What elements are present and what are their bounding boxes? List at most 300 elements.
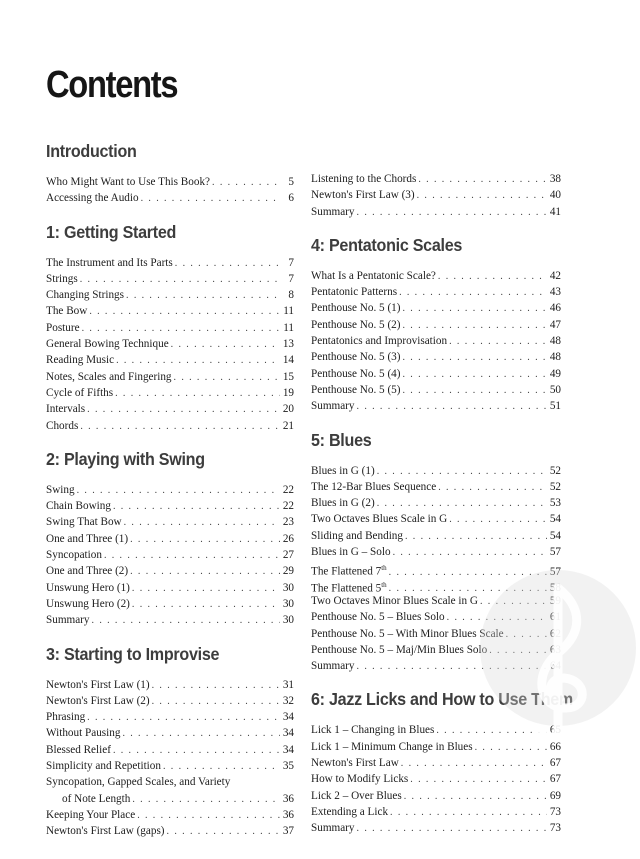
page-number: 52	[549, 464, 561, 477]
toc-entry[interactable]	[46, 580, 294, 596]
page-number: 54	[549, 529, 561, 542]
toc-section-4-pentatonic-scales	[311, 234, 561, 415]
toc-entry[interactable]	[46, 482, 294, 498]
toc-entry[interactable]	[46, 401, 294, 417]
toc-section-6-jazz-licks-and-how-to-use-them	[311, 688, 573, 836]
entry-title	[311, 528, 403, 544]
toc-entry[interactable]	[46, 336, 294, 352]
entry-title-text: How to Modify Licks	[311, 773, 409, 786]
page-number: 26	[282, 532, 294, 545]
entry-title	[46, 725, 120, 741]
entry-title-text: Summary	[311, 660, 355, 673]
toc-section-introduction	[46, 140, 294, 207]
page-number: 29	[282, 565, 294, 578]
entry-title	[311, 771, 408, 787]
entry-title	[311, 626, 504, 642]
page-number: 13	[282, 338, 294, 351]
page-number: 19	[282, 386, 294, 399]
entry-title-text: Blues in G (1)	[311, 464, 375, 477]
entry-title	[311, 511, 447, 527]
entry-title-text: Two Octaves Blues Scale in G	[311, 513, 448, 526]
page-number: 27	[282, 549, 294, 562]
page-number: 11	[283, 305, 294, 318]
toc-entry-list	[46, 174, 294, 207]
entry-title-text: Penthouse No. 5 (1)	[311, 302, 401, 315]
page-number: 61	[549, 611, 561, 624]
dot-leader	[401, 367, 548, 383]
toc-entry[interactable]	[46, 369, 294, 385]
entry-title-text: Penthouse No. 5 (2)	[311, 318, 401, 331]
page-number: 30	[282, 581, 294, 594]
entry-title	[46, 255, 173, 271]
dot-leader	[130, 792, 280, 808]
toc-entry[interactable]	[311, 755, 561, 771]
toc-entry[interactable]	[311, 268, 561, 284]
entry-title	[311, 804, 388, 820]
page-number: 34	[282, 743, 294, 756]
section-heading: 3: Starting to Improvise	[46, 643, 220, 664]
toc-entry[interactable]	[46, 774, 294, 790]
entry-title-text: Strings	[46, 272, 78, 285]
dot-leader	[75, 483, 280, 499]
entry-title-text: Lick 2 – Over Blues	[311, 789, 402, 802]
entry-title-text: Newton's First Law (2)	[46, 694, 150, 707]
page-number: 48	[549, 351, 561, 364]
dot-leader	[78, 419, 280, 435]
toc-entry[interactable]	[311, 626, 561, 642]
entry-title	[46, 369, 172, 385]
dot-leader	[210, 175, 280, 191]
entry-title-text: Posture	[46, 321, 80, 334]
entry-title	[46, 758, 161, 774]
toc-entry-list	[46, 677, 294, 840]
entry-title-text: Swing	[46, 483, 75, 496]
dot-leader	[128, 532, 280, 548]
entry-title	[311, 171, 416, 187]
dot-leader	[408, 772, 547, 788]
entry-title	[311, 479, 436, 495]
entry-title	[311, 187, 415, 203]
entry-title	[46, 596, 130, 612]
entry-title-text: Chain Bowing	[46, 500, 111, 513]
toc-entry[interactable]	[311, 495, 561, 511]
toc-entry[interactable]	[311, 722, 561, 738]
section-heading: 1: Getting Started	[46, 221, 177, 242]
entry-title	[311, 788, 402, 804]
dot-leader	[124, 288, 280, 304]
page-number: 34	[282, 711, 294, 724]
toc-entry[interactable]	[311, 788, 561, 804]
dot-leader	[111, 499, 280, 515]
entry-title-text: Swing That Bow	[46, 516, 122, 529]
toc-entry[interactable]	[311, 463, 561, 479]
toc-entry[interactable]	[311, 187, 561, 203]
toc-entry[interactable]	[311, 528, 561, 544]
entry-title-text: Lick 1 – Minimum Change in Blues	[311, 740, 473, 753]
entry-title-text: Blues in G (2)	[311, 497, 375, 510]
entry-title	[311, 609, 445, 625]
entry-title	[311, 333, 447, 349]
toc-entry[interactable]	[46, 303, 294, 319]
toc-entry[interactable]	[46, 709, 294, 725]
entry-title	[46, 401, 85, 417]
toc-entry[interactable]	[311, 658, 561, 674]
toc-section-5-blues	[311, 429, 561, 675]
toc-entry[interactable]	[311, 642, 561, 658]
entry-title-text: Penthouse No. 5 – With Minor Blues Scale	[311, 627, 504, 640]
dot-leader	[478, 594, 547, 610]
dot-leader	[87, 304, 280, 320]
toc-entry[interactable]	[46, 807, 294, 823]
entry-title-text: The Flattened 5	[311, 582, 382, 595]
entry-title-text: Intervals	[46, 403, 86, 416]
dot-leader	[355, 821, 547, 837]
page-number: 69	[549, 789, 561, 802]
entry-title-text: Keeping Your Place	[46, 808, 136, 821]
dot-leader	[161, 759, 280, 775]
dot-leader	[416, 172, 547, 188]
toc-entry[interactable]	[311, 511, 561, 527]
page-number: 52	[549, 480, 561, 493]
page-number: 62	[549, 627, 561, 640]
entry-title	[46, 482, 75, 498]
entry-title	[311, 820, 355, 836]
page-number: 20	[282, 403, 294, 416]
dot-leader	[401, 350, 548, 366]
entry-title-text: The Flattened 7	[311, 566, 382, 579]
entry-title	[46, 498, 111, 514]
page-number: 49	[549, 367, 561, 380]
entry-title	[311, 204, 355, 220]
toc-section-3-starting-to-improvise	[46, 643, 294, 840]
entry-title	[46, 418, 78, 434]
dot-leader	[135, 808, 280, 824]
entry-title	[46, 287, 124, 303]
toc-entry[interactable]	[311, 593, 561, 609]
entry-title	[46, 320, 80, 336]
dot-leader	[401, 318, 548, 334]
page-number: 50	[549, 383, 561, 396]
dot-leader	[401, 383, 548, 399]
toc-entry[interactable]	[46, 255, 294, 271]
page-number: 5	[288, 176, 294, 188]
dot-leader	[403, 529, 547, 545]
entry-title	[311, 722, 434, 738]
dot-leader	[355, 659, 547, 675]
section-heading: 6: Jazz Licks and How to Use Them	[311, 689, 573, 710]
dot-leader	[120, 726, 280, 742]
entry-title-text: Blessed Relief	[46, 743, 111, 756]
entry-title-text: Summary	[311, 205, 355, 218]
dot-leader	[375, 464, 547, 480]
toc-entry[interactable]	[46, 547, 294, 563]
toc-entry[interactable]	[311, 560, 561, 579]
toc-section-continued	[311, 171, 561, 220]
entry-title-text: Summary	[46, 614, 90, 627]
page-number: 38	[549, 173, 561, 185]
entry-title	[311, 317, 401, 333]
toc-entry[interactable]	[311, 300, 561, 316]
toc-section-2-playing-with-swing	[46, 448, 294, 629]
dot-leader	[402, 789, 547, 805]
entry-title-text: The Bow	[46, 305, 88, 318]
page-number: 31	[282, 678, 294, 691]
toc-entry[interactable]	[311, 771, 561, 787]
page-number: 43	[549, 286, 561, 299]
page-number: 47	[549, 318, 561, 331]
dot-leader	[111, 743, 280, 759]
entry-title-text: Pentatonics and Improvisation	[311, 335, 448, 348]
toc-entry[interactable]	[46, 693, 294, 709]
entry-title-text: Unswung Hero (2)	[46, 597, 130, 610]
toc-entry[interactable]	[46, 174, 294, 190]
entry-title-text: Syncopation	[46, 549, 102, 562]
dot-leader	[113, 386, 280, 402]
entry-title-text: Penthouse No. 5 – Maj/Min Blues Solo	[311, 643, 488, 656]
entry-title-text: Changing Strings	[46, 289, 125, 302]
toc-entry[interactable]	[311, 804, 561, 820]
entry-title	[311, 349, 401, 365]
toc-entry[interactable]	[46, 190, 294, 206]
entry-title	[46, 547, 102, 563]
toc-section-1-getting-started	[46, 221, 294, 434]
entry-title	[311, 642, 487, 658]
dot-leader	[165, 824, 280, 840]
dot-leader	[473, 740, 547, 756]
toc-entry[interactable]	[311, 333, 561, 349]
page-number: 67	[549, 757, 561, 770]
toc-left-column	[46, 140, 294, 854]
section-heading: 4: Pentatonic Scales	[311, 234, 463, 255]
dot-leader	[169, 337, 280, 353]
entry-title-text: Listening to the Chords	[311, 173, 417, 185]
toc-entry[interactable]	[46, 418, 294, 434]
dot-leader	[504, 627, 547, 643]
dot-leader	[436, 480, 547, 496]
dot-leader	[375, 496, 547, 512]
dot-leader	[90, 613, 280, 629]
toc-entry[interactable]	[311, 382, 561, 398]
entry-title	[311, 284, 397, 300]
toc-entry[interactable]	[311, 398, 561, 414]
dot-leader	[397, 285, 547, 301]
entry-title	[311, 463, 375, 479]
entry-title	[311, 544, 391, 560]
entry-title-text: Cycle of Fifths	[46, 386, 114, 399]
toc-entry[interactable]	[46, 612, 294, 628]
toc-entry[interactable]	[46, 742, 294, 758]
entry-title-text: One and Three (2)	[46, 565, 129, 578]
toc-entry[interactable]	[311, 317, 561, 333]
page-number: 21	[282, 419, 294, 432]
page-number: 46	[549, 302, 561, 315]
page-number: 42	[549, 269, 561, 282]
page-number: 73	[549, 822, 561, 835]
entry-title-text: Penthouse No. 5 – Blues Solo	[311, 611, 445, 624]
dot-leader	[399, 756, 547, 772]
toc-entry[interactable]	[46, 725, 294, 741]
dot-leader	[415, 188, 547, 204]
dot-leader	[391, 545, 547, 561]
page-number: 14	[282, 354, 294, 367]
entry-title	[46, 612, 90, 628]
page-number: 40	[549, 189, 561, 202]
section-heading: 5: Blues	[311, 429, 372, 450]
page-number: 48	[549, 335, 561, 348]
toc-entry[interactable]	[46, 596, 294, 612]
toc-entry[interactable]	[46, 271, 294, 287]
toc-entry[interactable]	[311, 739, 561, 755]
page-number: 7	[288, 256, 294, 269]
entry-title	[311, 495, 375, 511]
page-number: 22	[282, 500, 294, 513]
entry-title	[46, 336, 169, 352]
page-number: 22	[282, 483, 294, 496]
toc-entry[interactable]	[311, 284, 561, 300]
dot-leader	[434, 723, 547, 739]
toc-entry-list	[46, 482, 294, 629]
dot-leader	[150, 678, 280, 694]
entry-title	[46, 709, 85, 725]
toc-entry[interactable]	[311, 820, 561, 836]
dot-leader	[130, 597, 280, 613]
toc-entry[interactable]	[46, 287, 294, 303]
entry-title	[311, 268, 436, 284]
entry-title	[311, 366, 401, 382]
dot-leader	[445, 610, 547, 626]
dot-leader	[130, 581, 280, 597]
page-number: 15	[282, 370, 294, 383]
entry-title-text: Pentatonic Patterns	[311, 286, 398, 299]
dot-leader	[114, 353, 280, 369]
page-number: 30	[282, 597, 294, 610]
page-number: 51	[549, 400, 561, 413]
page-number: 67	[549, 773, 561, 786]
entry-title-text: Reading Music	[46, 354, 115, 367]
dot-leader	[122, 515, 280, 531]
toc-entry[interactable]	[46, 677, 294, 693]
page-number: 11	[283, 321, 294, 334]
entry-title-text: Penthouse No. 5 (5)	[311, 383, 401, 396]
toc-entry[interactable]	[311, 479, 561, 495]
page-number: 6	[288, 192, 294, 205]
entry-title-text: Phrasing	[46, 711, 86, 724]
dot-leader	[355, 205, 547, 221]
entry-title-text: General Bowing Technique	[46, 338, 169, 351]
page-number: 35	[282, 760, 294, 773]
toc-entry[interactable]	[311, 349, 561, 365]
entry-title-text: Sliding and Bending	[311, 529, 403, 542]
toc-entry[interactable]	[311, 204, 561, 220]
entry-title-text: Newton's First Law (3)	[311, 189, 415, 202]
toc-entry[interactable]	[46, 514, 294, 530]
entry-title	[311, 398, 355, 414]
entry-title-text: Who Might Want to Use This Book?	[46, 176, 211, 188]
dot-leader	[85, 710, 280, 726]
page-number: 7	[288, 272, 294, 285]
page-number: 30	[282, 614, 294, 627]
entry-title	[46, 693, 150, 709]
dot-leader	[150, 694, 280, 710]
entry-title	[311, 739, 473, 755]
page-number: 57	[549, 566, 561, 579]
entry-title-text: Syncopation, Gapped Scales, and Variety	[46, 776, 231, 789]
entry-title-text: of Note Length	[62, 792, 131, 805]
page-number: 37	[282, 825, 294, 838]
dot-leader	[80, 321, 280, 337]
dot-leader	[85, 402, 280, 418]
toc-entry[interactable]	[46, 531, 294, 547]
entry-title	[311, 658, 355, 674]
entry-title-text: Penthouse No. 5 (3)	[311, 351, 401, 364]
entry-title-text: Lick 1 – Changing in Blues	[311, 724, 435, 737]
entry-title	[46, 823, 165, 839]
dot-leader	[355, 399, 547, 415]
entry-title	[46, 774, 230, 790]
toc-entry[interactable]	[46, 758, 294, 774]
entry-title	[62, 791, 130, 807]
toc-entry[interactable]	[46, 320, 294, 336]
toc-right-column	[311, 171, 573, 851]
entry-title-text: The 12-Bar Blues Sequence	[311, 480, 437, 493]
toc-entry[interactable]	[311, 609, 561, 625]
dot-leader	[128, 564, 280, 580]
dot-leader	[436, 269, 547, 285]
toc-entry-list	[311, 722, 561, 836]
dot-leader	[447, 512, 547, 528]
toc-entry[interactable]	[46, 823, 294, 839]
dot-leader	[173, 256, 280, 272]
entry-title-text: Without Pausing	[46, 727, 121, 740]
page-number: 54	[549, 513, 561, 526]
entry-title	[311, 382, 401, 398]
toc-entry[interactable]	[46, 352, 294, 368]
toc-entry[interactable]	[46, 791, 294, 807]
toc-entry[interactable]	[311, 171, 561, 187]
dot-leader	[387, 565, 547, 581]
entry-title	[311, 300, 401, 316]
page-number: 34	[282, 727, 294, 740]
page-number: 8	[288, 289, 294, 302]
entry-title	[46, 190, 139, 206]
dot-leader	[102, 548, 280, 564]
dot-leader	[447, 334, 547, 350]
entry-title-text: Summary	[311, 400, 355, 413]
toc-entry[interactable]	[46, 385, 294, 401]
page-number: 65	[549, 724, 561, 737]
entry-title-text: Newton's First Law (1)	[46, 678, 150, 691]
toc-entry[interactable]	[311, 366, 561, 382]
entry-title-text: One and Three (1)	[46, 532, 129, 545]
page-number: 73	[549, 805, 561, 818]
dot-leader	[78, 272, 280, 288]
entry-title-text: Unswung Hero (1)	[46, 581, 130, 594]
toc-entry[interactable]	[46, 563, 294, 579]
entry-title-text: Accessing the Audio	[46, 192, 139, 205]
toc-entry-list	[311, 171, 561, 220]
entry-title-text: Newton's First Law	[311, 757, 399, 770]
toc-entry-list	[46, 255, 294, 434]
page-number: 32	[282, 694, 294, 707]
entry-title-text: Chords	[46, 419, 79, 432]
section-heading: Introduction	[46, 141, 137, 161]
toc-entry[interactable]	[311, 544, 561, 560]
entry-title	[46, 563, 128, 579]
page-number: 63	[549, 643, 561, 656]
page-number: 64	[549, 660, 561, 673]
entry-title	[311, 755, 399, 771]
toc-entry[interactable]	[46, 498, 294, 514]
